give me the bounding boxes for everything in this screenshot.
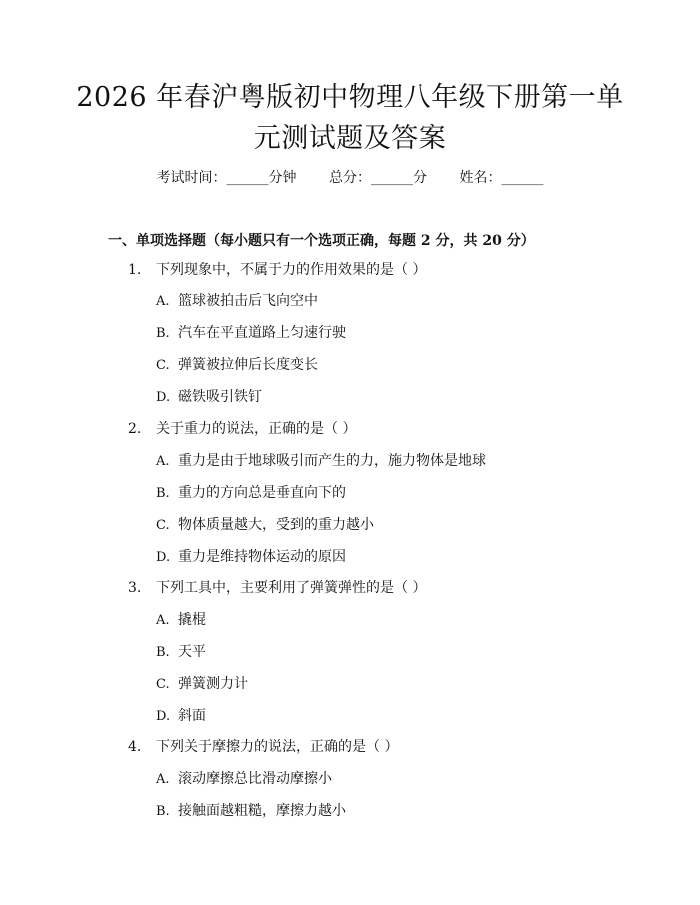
question-1-option-a	[156, 291, 318, 312]
option-letter: B.	[156, 326, 170, 341]
question-number: 1.	[128, 262, 142, 278]
question-4-option-a	[156, 769, 332, 790]
section-heading: 一、单项选择题（每小题只有一个选项正确，每题 2 分，共 20 分）	[108, 233, 535, 249]
question-2-option-d	[156, 547, 346, 568]
option-text: 重力是由于地球吸引而产生的力，施力物体是地球	[178, 453, 486, 469]
question-text: 下列现象中，不属于力的作用效果的是（ ）	[156, 262, 427, 278]
question-2-option-b	[156, 483, 346, 504]
question-3	[128, 578, 426, 598]
option-text: 斜面	[178, 708, 206, 724]
total-score: 总分：______分	[329, 170, 427, 186]
option-letter: B.	[156, 486, 170, 501]
option-text: 篮球被拍击后飞向空中	[178, 293, 318, 309]
question-number: 4.	[128, 739, 142, 755]
question-3-option-b	[156, 642, 206, 663]
question-text: 下列工具中，主要利用了弹簧弹性的是（ ）	[156, 580, 427, 596]
option-letter: A.	[156, 454, 170, 469]
question-4-option-b	[156, 801, 346, 822]
option-text: 磁铁吸引铁钉	[178, 389, 262, 405]
question-number: 2.	[128, 421, 142, 437]
question-text: 关于重力的说法，正确的是（ ）	[156, 421, 357, 437]
option-text: 滚动摩擦总比滑动摩擦小	[178, 771, 332, 787]
question-4	[128, 737, 398, 757]
option-text: 重力是维持物体运动的原因	[178, 549, 346, 565]
option-letter: A.	[156, 613, 170, 628]
question-1-option-b	[156, 323, 346, 344]
option-text: 弹簧被拉伸后长度变长	[178, 357, 318, 373]
exam-info-row	[0, 168, 700, 188]
option-text: 天平	[178, 644, 206, 660]
option-letter: A.	[156, 772, 170, 787]
question-3-option-a	[156, 610, 206, 631]
exam-time: 考试时间：______分钟	[156, 170, 297, 186]
option-text: 汽车在平直道路上匀速行驶	[178, 325, 346, 341]
question-number: 3.	[128, 580, 142, 596]
question-3-option-c	[156, 674, 248, 695]
question-text: 下列关于摩擦力的说法，正确的是（ ）	[156, 739, 399, 755]
document-title-line-2: 元测试题及答案	[253, 123, 447, 154]
question-1	[128, 260, 426, 280]
option-text: 重力的方向总是垂直向下的	[178, 485, 346, 501]
question-1-option-d	[156, 387, 262, 408]
option-letter: D.	[156, 390, 171, 405]
option-text: 弹簧测力计	[178, 676, 248, 692]
option-letter: A.	[156, 294, 170, 309]
option-text: 撬棍	[178, 612, 206, 628]
option-letter: B.	[156, 645, 170, 660]
option-letter: B.	[156, 804, 170, 819]
question-1-option-c	[156, 355, 318, 376]
question-2-option-a	[156, 451, 486, 472]
student-name: 姓名：______	[459, 170, 544, 186]
option-letter: C.	[156, 518, 170, 533]
option-text: 物体质量越大，受到的重力越小	[178, 517, 374, 533]
option-letter: C.	[156, 677, 170, 692]
document-title-line-1: 2026 年春沪粤版初中物理八年级下册第一单	[76, 82, 624, 113]
option-letter: D.	[156, 709, 171, 724]
option-text: 接触面越粗糙，摩擦力越小	[178, 803, 346, 819]
option-letter: C.	[156, 358, 170, 373]
question-2-option-c	[156, 515, 374, 536]
question-2	[128, 419, 356, 439]
question-3-option-d	[156, 706, 206, 727]
option-letter: D.	[156, 550, 171, 565]
